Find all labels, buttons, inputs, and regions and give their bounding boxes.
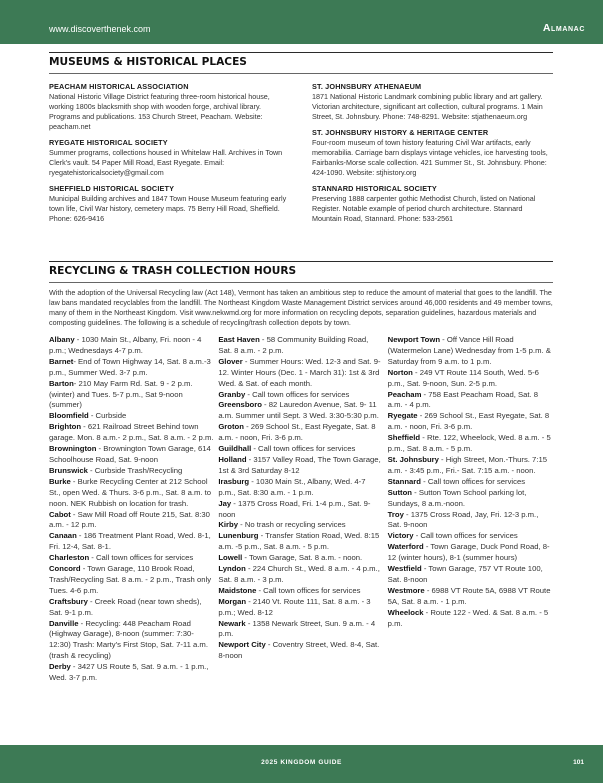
town-entry [218,422,383,444]
town-name: Sutton [387,487,412,497]
town-name: Bloomfield [49,411,89,421]
town-name: Troy [387,509,404,519]
town-schedule-text: - Rte. 122, Wheelock, Wed. 8 a.m. - 5 p.m., Sat. 8 a.m. - 5 p.m. [387,433,551,454]
town-entry [388,368,553,390]
town-name: Granby [218,389,246,399]
museum-description: Four-room museum of town history featuring Civil War artifacts, early memorabilia. Carriage barn displays vintage vehicles, ice harvesting tools, Fairbanks-Morse scale collection. 421 Summer St., St. Johnsbury. Phone: 424-1090. Website: stjhistory.org [312,138,548,177]
town-entry [49,357,214,379]
town-entry [388,564,553,586]
town-schedule-text: - Call town offices for services [413,531,518,541]
town-entry [218,477,383,499]
town-name: Jay [218,498,232,508]
section-label: Almanac [542,22,585,34]
town-name: Guildhall [218,444,252,454]
town-name: Glover [218,356,243,366]
museums-list [49,82,553,258]
town-entry [49,510,214,532]
town-entry [49,662,214,684]
town-schedule-text: - Summer Hours: Wed. 12-3 and Sat. 9-12. Winter Hours (Dec. 1 - March 31): 1st & 3rd Wed. & Sat. of each month. [218,356,381,388]
town-entry [388,455,553,477]
town-schedule-text: - 249 VT Route 114 South, Wed. 5-6 p.m., Sat. 9-noon, Sun. 2-5 p.m. [387,367,539,388]
town-name: Westfield [387,564,422,574]
town-name: Canaan [49,531,77,541]
town-schedule-text: - Recycling: 448 Peacham Road (Highway Garage), 8-noon (summer: 7:30-12:30) Trash: Marty's First Stop, Sat. 7-11 a.m. (trash & recycling) [49,618,208,661]
town-entry [49,477,214,510]
museum-description: Municipal Building archives and 1847 Town House Museum featuring early town life, Civil War history, cemetery maps. 75 Berry Hill Road, Sheffield. Phone: 626-9416 [49,194,287,223]
museum-entry [49,82,290,132]
town-schedule-text: - 269 School St., East Ryegate, Sat. 8 a.m. - noon, Fri. 3-6 p.m. [387,411,550,432]
town-schedule-text: - 1375 Cross Road, Jay, Fri. 12-3 p.m., Sat. 9-noon [387,509,539,530]
town-schedule-text: - Call town offices for services [245,389,350,399]
museum-entry [49,138,290,178]
town-schedule-text: - Transfer Station Road, Wed. 8:15 a.m. -5 p.m., Sat. 8 a.m. - 5 p.m. [218,531,380,552]
town-schedule-text: - 1030 Main St., Albany, Wed. 4-7 p.m., Sat. 8:30 a.m. - 1 p.m. [218,476,366,497]
town-name: Wheelock [387,607,424,617]
museum-description: Summer programs, collections housed in Whitelaw Hall. Archives in Town Clerk's vault. 54 Paper Mill Road, East Ryegate. Email: ryegatehistoricalsociety@gmail.com [49,148,283,177]
town-schedule-text: - 224 Church St., Wed. 8 a.m. - 4 p.m., Sat. 8 a.m. - 3 p.m. [218,564,380,584]
town-schedule-text: - Brownington Town Garage, 614 Schoolhouse Road, Sat. 9-noon [49,444,211,464]
town-schedule-text: - No trash or recycling services [237,520,346,530]
town-name: East Haven [218,335,260,344]
town-name: Brighton [49,422,82,432]
museums-left-column [49,82,290,258]
town-name: Irasburg [218,476,250,486]
town-name: Derby [49,662,71,672]
town-schedule-text: - 1358 Newark Street, Sun. 9 a.m. - 4 p.m. [218,618,376,639]
town-column-2 [218,335,383,684]
town-entry [388,586,553,608]
town-entry [49,619,214,663]
recycling-heading: RECYCLING & TRASH COLLECTION HOURS [49,265,297,277]
museum-title: PEACHAM HISTORICAL ASSOCIATION [49,82,189,91]
town-entry [49,531,214,553]
footer-bar [0,745,603,783]
town-entry [218,619,383,641]
town-entry [218,335,383,357]
town-schedule-text: - 621 Railroad Street Behind town garage. Mon. 8 a.m.- 2 p.m., Sat. 8 a.m. - 2 p.m. [49,422,214,443]
museum-description: National Historic Village District featuring three-room historical house, working 1800s blacksmith shop with wooden forge, archival library. Programs and publications. 153 Church Street, Peacham. Website: peacham.net [49,92,270,131]
town-entry [49,597,214,619]
town-entry [218,390,383,401]
town-schedule-text: - Sutton Town School parking lot, Sundays, 8 a.m.-noon. [387,487,527,508]
town-name: Burke [49,476,71,486]
town-schedule-text: - 758 East Peacham Road, Sat. 8 a.m. - 4 p.m. [387,389,539,410]
guide-title: 2025 KINGDOM GUIDE [261,759,342,766]
town-name: Danville [49,618,79,628]
town-schedule-text: - 6988 VT Route 5A, 6988 VT Route 5A, Sat. 8 a.m. - 1 p.m. [387,585,551,606]
town-entry [49,379,214,412]
town-schedule-text: - 210 May Farm Rd. Sat. 9 - 2 p.m. (winter) and Tues. 5-7 p.m., Sat 9-noon (summer) [49,378,193,410]
town-entry [388,542,553,564]
town-entry [49,553,214,564]
town-entry [218,586,383,597]
town-name: Albany [49,335,75,344]
town-column-3 [388,335,553,684]
town-schedule-text: - End of Town Highway 14, Sat. 8 a.m.-3 p.m., Summer Wed. 3-7 p.m. [49,356,211,377]
page-content [49,52,553,684]
museum-entry [312,184,553,224]
town-schedule-text: - Saw Mill Road off Route 215, Sat. 8:30 a.m. - 12 p.m. [49,509,210,530]
town-schedule-text: - Town Garage, 757 VT Route 100, Sat. 8-noon [387,564,543,584]
town-entry [49,411,214,422]
museum-entry [49,184,290,224]
town-schedule-text: - 3157 Valley Road, The Town Garage, 1st & 3rd Saturday 8-12 [218,454,381,475]
town-schedule-text: - Creek Road (near town sheds), Sat. 9-1 p.m. [49,596,202,617]
town-entry [218,531,383,553]
town-entry [388,335,553,368]
town-entry [218,400,383,422]
header-bar [0,0,603,44]
town-name: Brownington [49,444,97,454]
town-entry [388,608,553,630]
town-name: Lowell [218,553,243,563]
town-entry [388,531,553,542]
museum-entry [312,128,553,178]
town-schedule-text: - Call town offices for services [256,585,361,595]
museum-description: Preserving 1888 carpenter gothic Methodist Church, listed on National Register. Notable example of period church architecture. Stannard Mountain Road, Stannard. Phone: 533-2561 [312,194,536,223]
town-schedule-text: - Call town offices for services [420,476,526,486]
divider [49,73,553,74]
town-entry [49,335,214,357]
town-schedule-text: - Curbside Trash/Recycling [87,465,183,475]
town-schedule-text: - 2140 Vt. Route 111, Sat. 8 a.m. - 3 p.m.; Wed. 8-12 [218,596,371,617]
town-name: Waterford [387,542,424,552]
town-name: Cabot [49,509,71,519]
website-url[interactable]: www.discoverthenek.com [49,24,151,34]
town-entry [218,553,383,564]
town-name: Morgan [218,596,247,606]
town-name: Victory [387,531,414,541]
town-schedule-text: - 186 Treatment Plant Road, Wed. 8-1, Fri. 12-4, Sat. 8-1. [49,531,211,552]
museum-title: STANNARD HISTORICAL SOCIETY [312,184,437,193]
town-name: Kirby [218,520,238,530]
town-name: Newport City [218,640,266,650]
town-entry [49,466,214,477]
town-schedule-text: - 82 Lauredon Avenue, Sat. 9- 11 a.m. Summer until Sept. 3 Wed. 3:30-5:30 p.m. [218,400,379,421]
town-name: Peacham [387,389,422,399]
town-name: Craftsbury [49,596,88,606]
town-entry [388,411,553,433]
town-schedule-text: - Burke Recycling Center at 212 School St., open Wed. & Thurs. 3-6 p.m., Sat. 8 a.m. to noon. NEK Rubbish on location for trash. [49,476,212,508]
town-entry [218,640,383,662]
town-entry [49,444,214,466]
town-name: Newport Town [387,335,441,344]
town-name: Charleston [49,553,90,563]
town-entry [388,477,553,488]
divider [49,282,553,283]
town-name: Holland [218,454,247,464]
town-name: Barton [49,378,74,388]
town-schedule-text: - Town Garage, Duck Pond Road, 8-12 (winter hours), 8-1 (summer hours) [387,542,550,563]
museums-right-column [312,82,553,258]
town-entry [218,520,383,531]
museum-entry [312,82,553,122]
town-entry [388,390,553,412]
town-schedule-text: - 3427 US Route 5, Sat. 9 a.m. - 1 p.m., Wed. 3-7 p.m. [49,662,209,683]
museums-heading: MUSEUMS & HISTORICAL PLACES [49,56,247,68]
town-schedule-text: - Coventry Street, Wed. 8-4, Sat. 8-noon [218,640,380,661]
town-schedule-text: - Curbside [88,411,127,421]
town-column-1 [49,335,214,684]
town-entry [218,444,383,455]
museum-title: ST. JOHNSBURY ATHENAEUM [312,82,422,91]
museum-title: RYEGATE HISTORICAL SOCIETY [49,138,168,147]
town-schedule-text: - Call town offices for services [89,553,194,563]
town-name: Lunenburg [218,531,259,541]
town-schedule-text: - Town Garage, Sat. 8 a.m. - noon. [242,553,363,563]
page-number: 101 [573,759,584,766]
town-name: Norton [387,367,413,377]
town-name: Concord [49,564,81,574]
town-entry [218,597,383,619]
town-entry [388,510,553,532]
town-name: Barnet [49,356,74,366]
town-schedule-text: - 1375 Cross Road, Fri. 1-4 p.m., Sat. 9-noon [218,498,371,519]
town-entry [388,433,553,455]
town-name: Sheffield [387,433,421,443]
town-name: Groton [218,422,244,432]
town-name: Stannard [387,476,421,486]
town-entry [218,564,383,586]
town-schedule-text: - High Street, Mon.-Thurs. 7:15 a.m. - 3:45 p.m., Fri.- Sat. 7:15 a.m. - noon. [387,454,548,475]
town-name: Westmore [387,585,425,595]
town-schedule-text: - 269 School St., East Ryegate, Sat. 8 a.m. - noon, Fri. 3-6 p.m. [218,422,376,443]
recycling-intro: With the adoption of the Universal Recycling law (Act 148), Vermont has taken an ambitious step to reduce the amount of material that goes to the landfill. The law bans mandated recyclables from the landfill. The Northeast Kingdom Waste Management District services around 46,000 residents and 49 member towns, many of them in the Northeast Kingdom. Visit www.nekwmd.org for more information on recycling depots, separation guidelines, hazardous materials and composting guidelines. The following is a schedule of recycling/trash collection depots by town. [49,288,553,327]
town-schedule-text: - Call town offices for services [251,444,356,454]
town-schedule [49,335,553,684]
town-name: Newark [218,618,246,628]
museum-description: 1871 National Historic Landmark combining public library and art gallery. Victorian architecture, significant art collection, cultural programs. 1 Main Street, St. Johnsbury. Phone: 748-8291. Website: stjathenaeum.org [312,92,543,121]
town-schedule-text: - 1030 Main St., Albany, Fri. noon - 4 p.m.; Wednesdays 4-7 p.m. [49,335,202,355]
town-entry [218,357,383,390]
town-name: Maidstone [218,585,257,595]
town-entry [218,499,383,521]
town-name: Greensboro [218,400,262,410]
museum-title: SHEFFIELD HISTORICAL SOCIETY [49,184,175,193]
museum-title: ST. JOHNSBURY HISTORY & HERITAGE CENTER [312,128,489,137]
town-entry [388,488,553,510]
town-name: Brunswick [49,465,88,475]
town-name: Lyndon [218,564,246,574]
town-name: Ryegate [387,411,418,421]
town-schedule-text: - Off Vance Hill Road (Watermelon Lane) Wednesday from 1-5 p.m. & Saturday from 9 a.m. to 1 p.m. [387,335,551,366]
town-entry [49,422,214,444]
town-schedule-text: - Town Garage, 110 Brook Road, Trash/Recycling Sat. 8 a.m. - 2 p.m., Trash only Tues. 4-6 p.m. [49,564,212,595]
town-schedule-text: - Route 122 - Wed. & Sat. 8 a.m. - 5 p.m. [387,607,549,628]
town-entry [218,455,383,477]
town-schedule-text: - 58 Community Building Road, Sat. 8 a.m. - 2 p.m. [218,335,369,355]
town-name: St. Johnsbury [387,454,439,464]
town-entry [49,564,214,597]
